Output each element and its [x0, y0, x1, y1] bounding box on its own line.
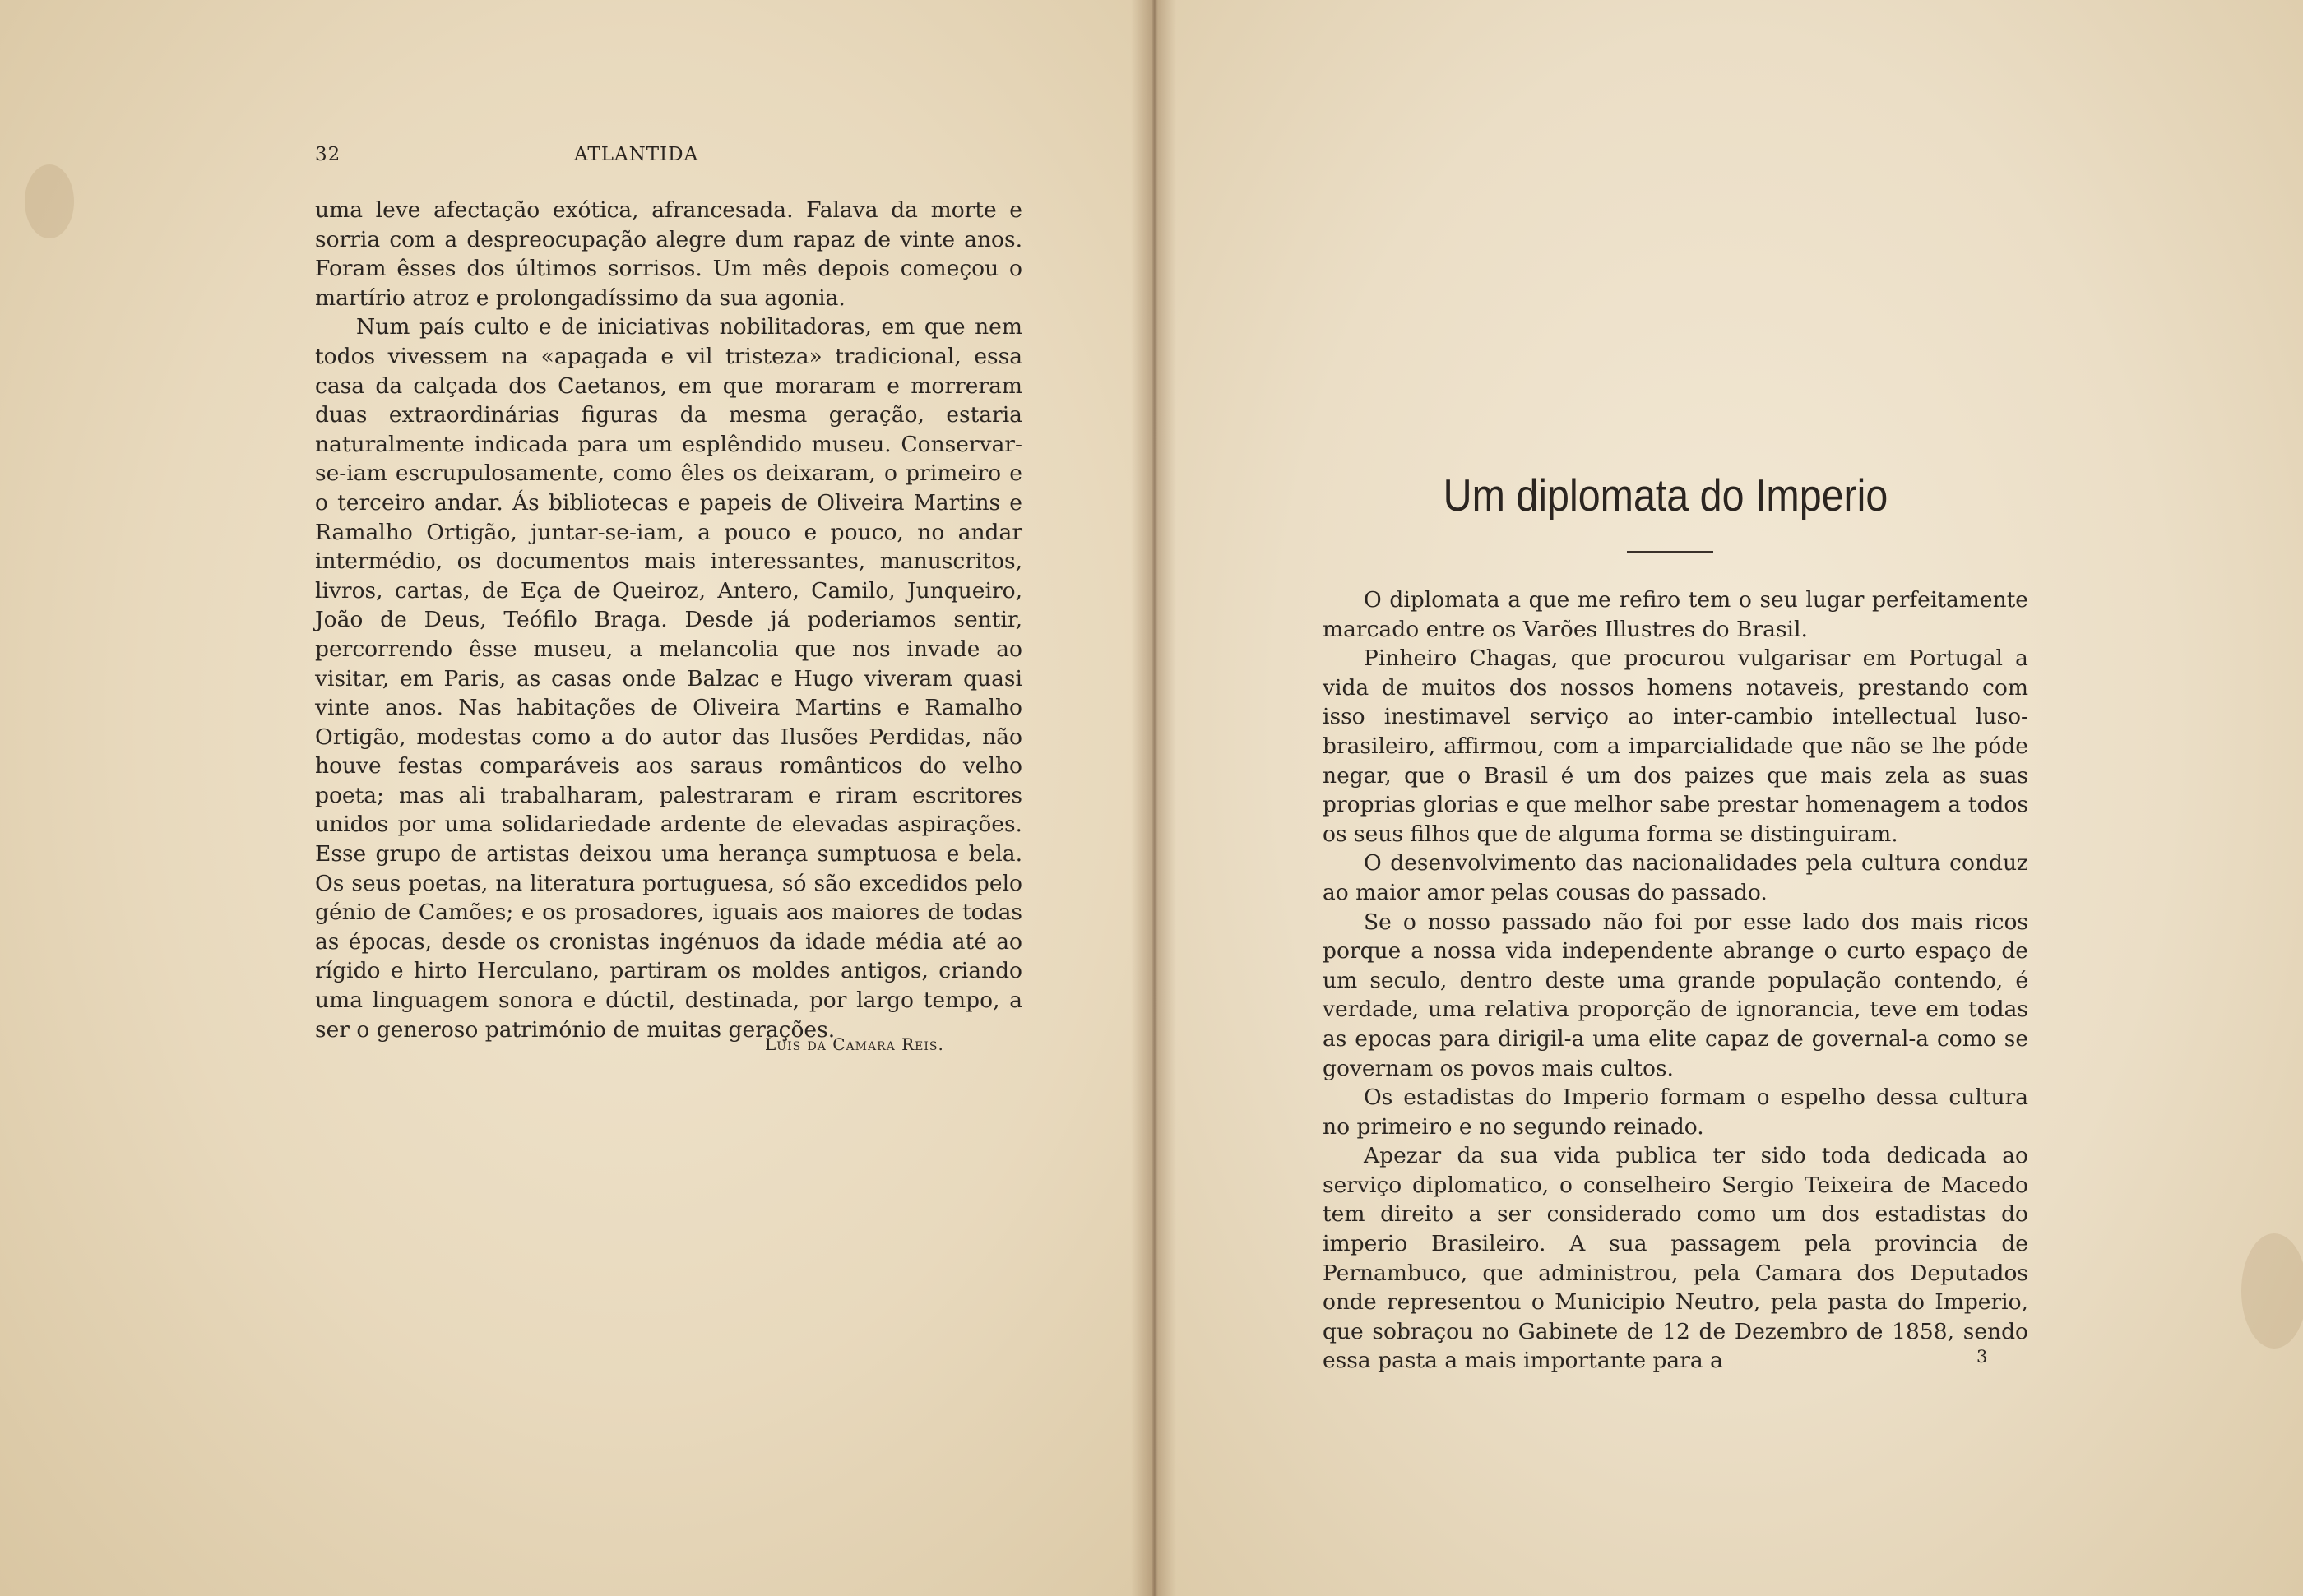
paragraph: Os estadistas do Imperio formam o espelho dessa cultura no primeiro e no segundo reinado.: [1323, 1085, 2028, 1140]
paragraph: Pinheiro Chagas, que procurou vulgarisar em Portugal a vida de muitos dos nossos homens notaveis, prestando com isso inestimavel serviço ao inter-cambio intellectual luso-brasileiro, affirmou, com a imparcialidade que não se lhe póde negar, que o Brasil é um dos paizes que mais zela as suas proprias glorias e que melhor sabe prestar homenagem a todos os seus filhos que de alguma forma se distinguiram.: [1323, 645, 2028, 847]
paper-stain: [25, 164, 74, 238]
paper-stain: [2241, 1233, 2303, 1349]
page-number: 32: [315, 144, 341, 165]
running-head-title: ATLANTIDA: [574, 144, 699, 165]
signature-folio: 3: [1976, 1347, 1988, 1367]
paragraph: Apezar da sua vida publica ter sido toda dedicada ao serviço diplomatico, o conselheiro Sergio Teixeira de Macedo tem direito a ser considerado como um dos estadistas do imperio Brasileiro. A sua passagem pela provincia de Pernambuco, que administrou, pela Camara dos Deputados onde representou o Municipio Neutro, pela pasta do Imperio, que sobraçou no Gabinete de 12 de Dezembro de 1858, sendo essa pasta a mais importante para a: [1323, 1143, 2028, 1374]
paragraph: uma leve afectação exótica, afrancesada. Falava da morte e sorria com a despreocupação alegre dum rapaz de vinte anos. Foram êsses dos últimos sorrisos. Um mês depois começou o martírio atroz e prolongadíssimo da sua agonia.: [315, 197, 1022, 311]
paragraph: Num país culto e de iniciativas nobilitadoras, em que nem todos vivessem na «apagada e vil tristeza» tradicional, essa casa da calçada dos Caetanos, em que moraram e morreram duas extraordinárias figuras da mesma geração, estaria naturalmente indicada para um esplêndido museu. Conservar-se-iam escrupulosamente, como êles os deixaram, o primeiro e o terceiro andar. Ás bibliotecas e papeis de Oliveira Martins e Ramalho Ortigão, juntar-se-iam, a pouco e pouco, no andar intermédio, os documentos mais interessantes, manuscritos, livros, cartas, de Eça de Queiroz, Antero, Camilo, Junqueiro, João de Deus, Teófilo Braga. Desde já poderiamos sentir, percorrendo êsse museu, a melancolia que nos invade ao visitar, em Paris, as casas onde Balzac e Hugo viveram quasi vinte anos. Nas habitações de Oliveira Martins e Ramalho Ortigão, modestas como a do autor das Ilusões Perdidas, não houve festas comparáveis aos saraus românticos do velho poeta; mas ali trabalharam, palestraram e riram escritores unidos por uma solidariedade ardente de elevadas aspirações. Esse grupo de artistas deixou uma herança sumptuosa e bela. Os seus poetas, na literatura portuguesa, só são excedidos pelo génio de Camões; e os prosadores, iguais aos maiores de todas as épocas, desde os cronistas ingénuos da idade média até ao rígido e hirto Herculano, partiram os moldes antigos, criando uma linguagem sonora e dúctil, destinada, por largo tempo, a ser o generoso património de muitas gerações.: [315, 314, 1022, 1043]
paragraph: O desenvolvimento das nacionalidades pela cultura conduz ao maior amor pelas cousas do passado.: [1323, 850, 2028, 905]
paragraph: O diplomata a que me refiro tem o seu lugar perfeitamente marcado entre os Varões Illustres do Brasil.: [1323, 587, 2028, 642]
title-rule: [1627, 551, 1713, 553]
author-signature: Luis da Camara Reis.: [765, 1034, 944, 1054]
right-text-column: [1323, 585, 2028, 1376]
left-page: [0, 0, 1147, 1596]
left-text-column: [315, 196, 1022, 1044]
paragraph: Se o nosso passado não foi por esse lado dos mais ricos porque a nossa vida independente abrange o curto espaço de um seculo, dentro deste uma grande população contendo, é verdade, uma relativa proporção de ignorancia, teve em todas as epocas para dirigil-a uma elite capaz de governal-a como se governam os povos mais cultos.: [1323, 909, 2028, 1081]
chapter-title: Um diplomata do Imperio: [1443, 470, 1888, 520]
